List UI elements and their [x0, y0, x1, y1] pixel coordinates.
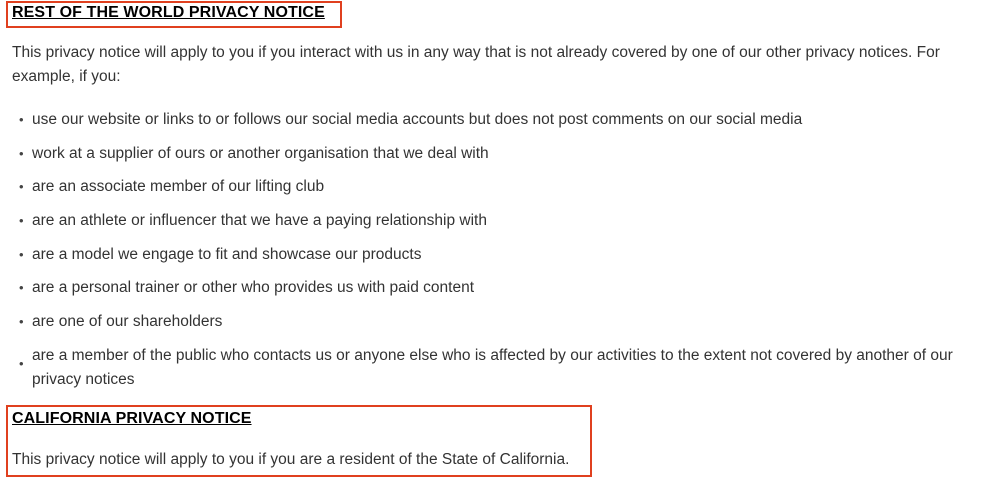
- bullet-dot-icon: •: [19, 314, 24, 330]
- list-item: [18, 243, 978, 267]
- bullet-dot-icon: •: [19, 280, 24, 296]
- list-item-text: are a model we engage to fit and showcase our products: [32, 245, 422, 263]
- list-item-text: use our website or links to or follows our social media accounts but does not post comments on our social media: [32, 111, 803, 128]
- list-item: [18, 142, 978, 166]
- list-item-text: are a personal trainer or other who provides us with paid content: [32, 279, 474, 297]
- california-paragraph: This privacy notice will apply to you if you are a resident of the State of California.: [12, 451, 570, 468]
- list-item: [18, 175, 978, 199]
- list-item-text: are an athlete or influencer that we have a paying relationship with: [32, 212, 487, 230]
- bullet-list: [18, 108, 978, 402]
- bullet-dot-icon: •: [19, 213, 24, 229]
- bullet-dot-icon: •: [19, 179, 24, 195]
- bullet-dot-icon: •: [19, 355, 24, 371]
- intro-paragraph: This privacy notice will apply to you if you interact with us in any way that is not already covered by one of our other privacy notices. For example, if you:: [12, 44, 940, 85]
- list-item: [18, 108, 978, 132]
- list-item-text: are an associate member of our lifting club: [32, 178, 325, 196]
- heading-rest-of-world: REST OF THE WORLD PRIVACY NOTICE: [12, 4, 325, 21]
- list-item: [18, 276, 978, 300]
- list-item-text: are one of our shareholders: [32, 313, 223, 331]
- heading-california: CALIFORNIA PRIVACY NOTICE: [12, 410, 252, 427]
- bullet-dot-icon: •: [19, 112, 24, 127]
- list-item: [18, 344, 978, 392]
- list-item-text: work at a supplier of ours or another organisation that we deal with: [32, 144, 489, 162]
- bullet-dot-icon: •: [19, 246, 24, 262]
- list-item: [18, 209, 978, 233]
- list-item-text: are a member of the public who contacts us or anyone else who is affected by our activities to the extent not covered by another of our privacy notices: [32, 346, 953, 388]
- list-item: [18, 310, 978, 334]
- bullet-dot-icon: •: [19, 145, 24, 161]
